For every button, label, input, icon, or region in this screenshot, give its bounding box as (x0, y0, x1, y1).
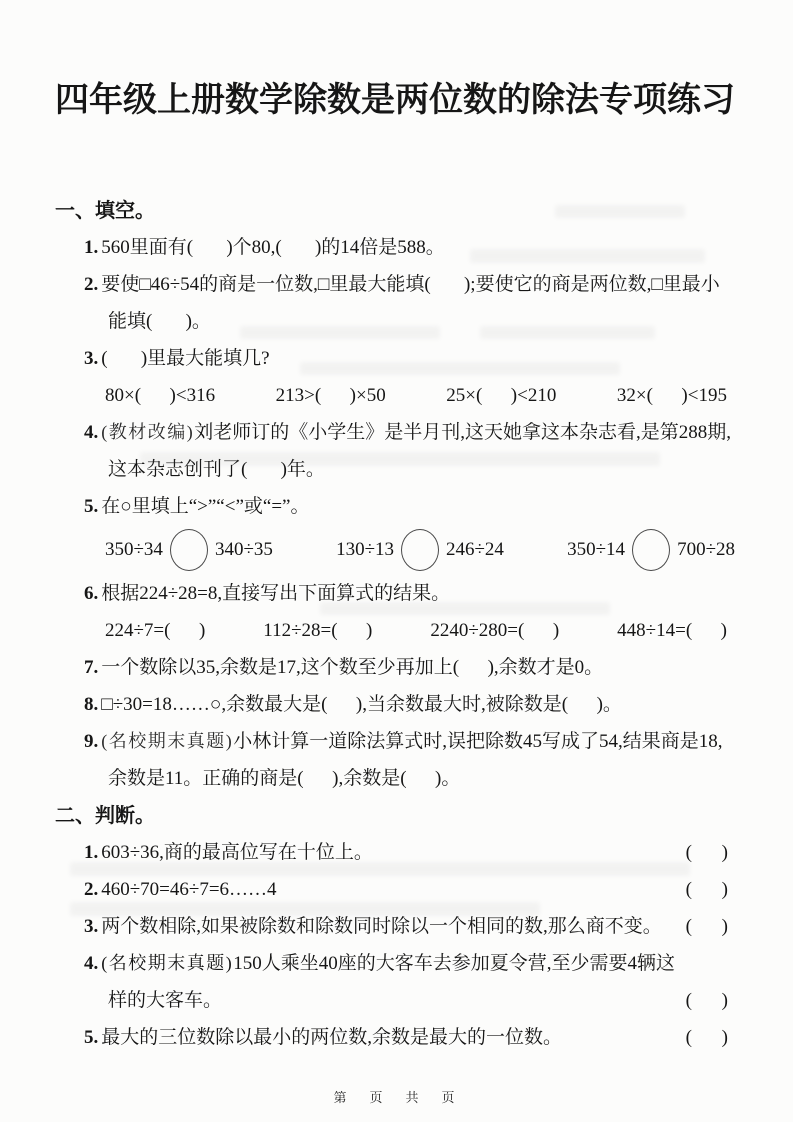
item-number: 9. (84, 731, 99, 752)
compare-left: 350÷34 (105, 539, 163, 560)
fill-q1 (55, 229, 735, 266)
answer-parens: ( ) (685, 1027, 729, 1048)
item-number: 5. (84, 1027, 99, 1048)
fill-q6 (55, 575, 735, 612)
item-text: 150人乘坐40座的大客车去参加夏令营,至少需要4辆这样的大客车。 (108, 953, 676, 1011)
equation: 32×( )<195 (616, 385, 727, 406)
item-text: ( )里最大能填几? (101, 348, 270, 369)
item-number: 3. (84, 916, 99, 937)
item-source-tag: (名校期末真题) (101, 731, 234, 751)
item-number: 8. (84, 694, 99, 715)
item-number: 1. (84, 237, 99, 258)
equation: 448÷14=( ) (617, 620, 727, 641)
answer-parens: ( ) (685, 842, 729, 863)
fill-q6-equations (105, 612, 727, 649)
section-fill-heading: 一、填空。 (55, 198, 155, 222)
judge-item-3 (55, 908, 735, 945)
judge-item-2 (55, 871, 735, 908)
compare-right: 700÷28 (677, 539, 735, 560)
item-number: 1. (84, 842, 99, 863)
equation: 25×( )<210 (446, 385, 557, 406)
answer-parens: ( ) (685, 879, 729, 900)
compare-item (336, 529, 504, 571)
item-number: 7. (84, 657, 99, 678)
answer-parens: ( ) (685, 990, 729, 1011)
item-number: 6. (84, 583, 99, 604)
equation: 2240÷280=( ) (430, 620, 560, 641)
compare-left: 350÷14 (567, 539, 626, 560)
answer-parens: ( ) (685, 916, 729, 937)
answer-circle-icon (632, 529, 670, 571)
item-number: 2. (84, 879, 99, 900)
compare-left: 130÷13 (336, 539, 394, 560)
page-title: 四年级上册数学除数是两位数的除法专项练习 (55, 80, 735, 120)
fill-q2 (55, 266, 735, 340)
judge-item-4 (55, 945, 735, 1019)
item-source-tag: (教材改编) (101, 422, 195, 442)
item-text: 603÷36,商的最高位写在十位上。 (101, 842, 373, 863)
item-text: 460÷70=46÷7=6……4 (101, 879, 277, 900)
item-text: 在○里填上“>”“<”或“=”。 (101, 496, 310, 517)
section-fill (55, 192, 735, 797)
fill-q7 (55, 649, 735, 686)
item-number: 2. (84, 274, 99, 295)
item-number: 3. (84, 348, 99, 369)
answer-circle-icon (401, 529, 439, 571)
page-footer: 第 页 共 页 (333, 1090, 460, 1105)
judge-item-5 (55, 1019, 735, 1056)
fill-q5 (55, 488, 735, 525)
compare-item (567, 529, 735, 571)
compare-item (105, 529, 273, 571)
section-judge (55, 797, 735, 1056)
fill-q8 (55, 686, 735, 723)
compare-right: 246÷24 (446, 539, 504, 560)
item-number: 5. (84, 496, 99, 517)
item-text: 560里面有( )个80,( )的14倍是588。 (101, 237, 445, 258)
item-number: 4. (84, 953, 99, 974)
fill-q5-compare-row (105, 525, 735, 575)
item-text: 根据224÷28=8,直接写出下面算式的结果。 (101, 583, 451, 604)
item-text: 小林计算一道除法算式时,误把除数45写成了54,结果商是18,余数是11。正确的商是( ),余数是( )。 (108, 731, 723, 789)
equation: 224÷7=( ) (105, 620, 206, 641)
judge-item-1 (55, 834, 735, 871)
item-text: □÷30=18……○,余数最大是( ),当余数最大时,被除数是( )。 (101, 694, 622, 715)
item-text: 最大的三位数除以最小的两位数,余数是最大的一位数。 (101, 1027, 563, 1048)
fill-q3 (55, 340, 735, 377)
equation: 213>( )×50 (275, 385, 386, 406)
equation: 80×( )<316 (105, 385, 216, 406)
item-text: 要使□46÷54的商是一位数,□里最大能填( );要使它的商是两位数,□里最小能填( )。 (101, 274, 720, 332)
item-number: 4. (84, 422, 99, 443)
equation: 112÷28=( ) (263, 620, 373, 641)
item-source-tag: (名校期末真题) (101, 953, 234, 973)
answer-circle-icon (170, 529, 208, 571)
compare-right: 340÷35 (214, 539, 273, 560)
item-text: 一个数除以35,余数是17,这个数至少再加上( ),余数才是0。 (101, 657, 604, 678)
item-text: 刘老师订的《小学生》是半月刊,这天她拿这本杂志看,是第288期,这本杂志创刊了( )年。 (108, 422, 732, 480)
fill-q3-equations (105, 377, 727, 414)
fill-q4 (55, 414, 735, 488)
item-text: 两个数相除,如果被除数和除数同时除以一个相同的数,那么商不变。 (101, 916, 662, 937)
section-judge-heading: 二、判断。 (55, 803, 155, 827)
fill-q9 (55, 723, 735, 797)
